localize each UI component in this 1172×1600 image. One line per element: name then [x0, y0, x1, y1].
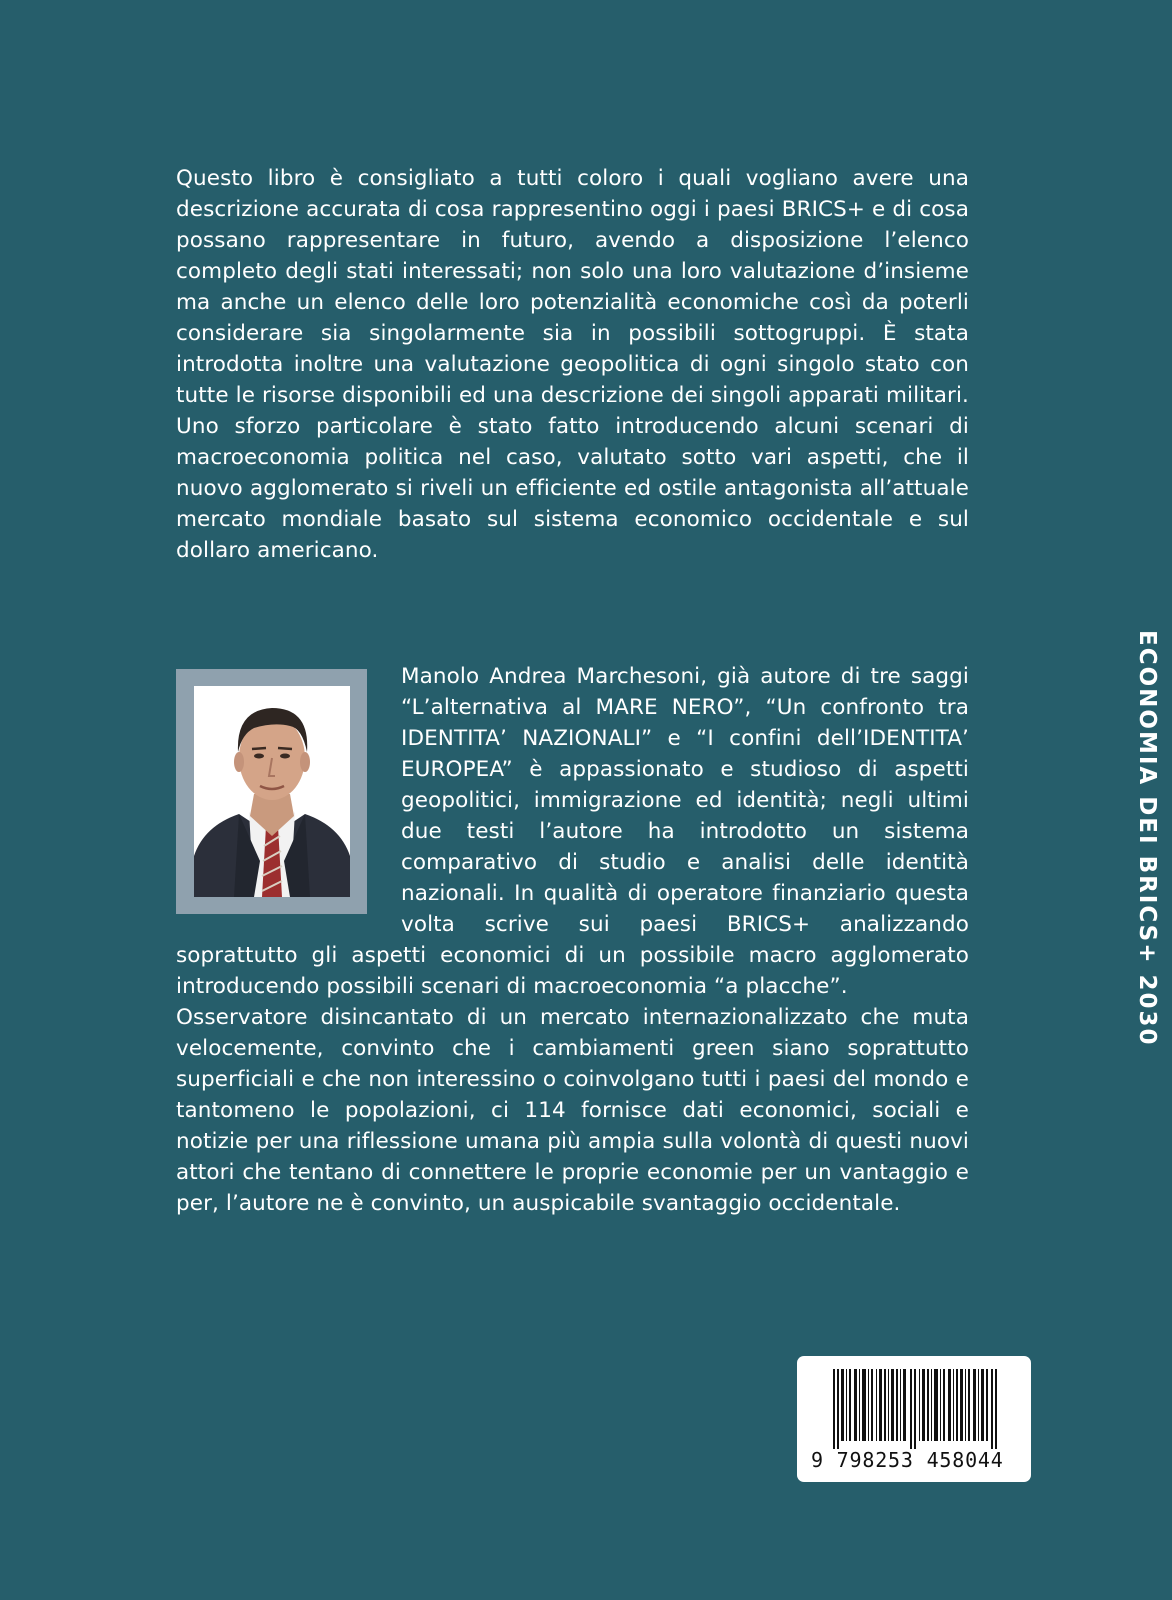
author-photo-frame: [176, 669, 367, 914]
isbn-barcode: [797, 1356, 1031, 1482]
author-photo: [194, 686, 350, 897]
isbn-number: 9 798253 458044: [811, 1448, 1004, 1472]
author-bio-first-paragraph: Manolo Andrea Marchesoni, già autore di tre saggi “L’alternativa al MARE NERO”, “Un confronto tra IDENTITA’ NAZIONALI” e “I confini dell’IDENTITA’ EUROPEA” è appassionato e studioso di aspetti geopolitici, immigrazione ed identità; negli ultimi due testi l’autore ha introdotto un sistema comparativo di studio e analisi delle identità nazionali. In qualità di operatore finanziario questa volta scrive sui paesi BRICS+ analizzando soprattutto gli aspetti economici di un possibile macro agglomerato introducendo possibili scenari di macroeconomia “a placche”.: [176, 664, 969, 999]
back-cover-synopsis: Questo libro è consigliato a tutti coloro i quali vogliano avere una descrizione accurata di cosa rappresentino oggi i paesi BRICS+ e di cosa possano rappresentare in futuro, avendo a disposizione l’elenco completo degli stati interessati; non solo una loro valutazione d’insieme ma anche un elenco delle loro potenzialità economiche così da poterli considerare sia singolarmente sia in possibili sottogruppi. È stata introdotta inoltre una valutazione geopolitica di ogni singolo stato con tutte le risorse disponibili ed una descrizione dei singoli apparati militari. Uno sforzo particolare è stato fatto introducendo alcuni scenari di macroeconomia politica nel caso, valutato sotto vari aspetti, che il nuovo agglomerato si riveli un efficiente ed ostile antagonista all’attuale mercato mondiale basato sul sistema economico occidentale e sul dollaro americano.: [176, 166, 969, 563]
author-bio-second-paragraph: Osservatore disincantato di un mercato internazionalizzato che muta velocemente, convinto che i cambiamenti green siano soprattutto superficiali e che non interessino o coinvolgano tutti i paesi del mondo e tantomeno le popolazioni, ci 114 fornisce dati economici, sociali e notizie per una riflessione umana più ampia sulla volontà di questi nuovi attori che tentano di connettere le proprie economie per un vantaggio e per, l’autore ne è convinto, un auspicabile svantaggio occidentale.: [176, 1005, 969, 1216]
spine-title: ECONOMIA DEI BRICS+ 2030: [1134, 630, 1160, 1047]
author-section: [176, 661, 969, 1219]
spine-edge: [1132, 630, 1172, 1047]
barcode-bars: [833, 1369, 999, 1449]
